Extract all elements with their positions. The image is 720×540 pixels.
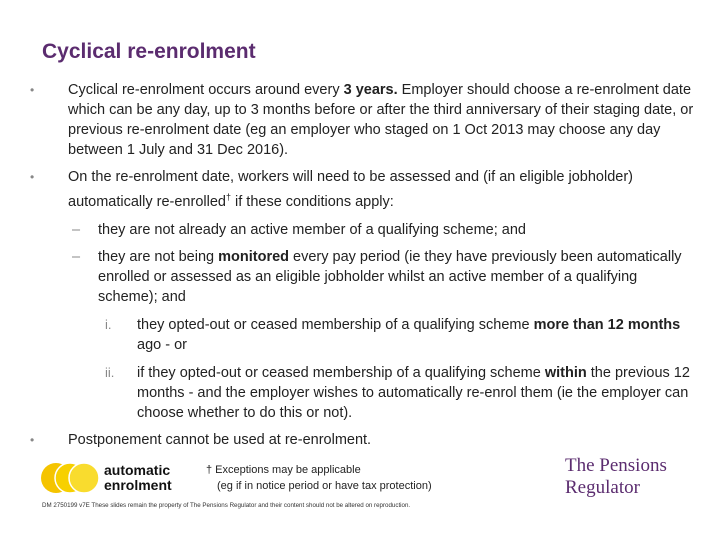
sub-condition-text: ago - or [137, 336, 187, 353]
page-title: Cyclical re-enrolment [42, 40, 256, 63]
condition-not-monitored [28, 247, 700, 307]
dash-marker: – [72, 221, 81, 238]
sub-condition-bold: more than 12 months [533, 316, 681, 333]
dash-marker: – [72, 248, 81, 265]
bullet-postponement [28, 430, 700, 450]
footnote [206, 462, 432, 494]
pensions-regulator-logo [565, 455, 667, 499]
dagger-marker: † [225, 192, 231, 202]
bullet-re-enrolment-date [28, 167, 700, 212]
bullet-text: Cyclical re-enrolment occurs around every [68, 82, 344, 98]
footnote-line-2: (eg if in notice period or have tax protection) [217, 480, 432, 492]
automatic-enrolment-circles-icon [40, 462, 100, 494]
sub-condition-text: the previous 12 months - and the employer wishes to automatically re-enrol them (ie the employer can choose whether to do this or not). [137, 364, 690, 421]
automatic-enrolment-logo [40, 460, 190, 496]
roman-numeral: i. [105, 316, 112, 332]
regulator-line-1: The Pensions [565, 455, 667, 476]
sub-condition-i [28, 315, 700, 355]
legal-notice: DM 2750199 v7E These slides remain the property of The Pensions Regulator and their content should not be altered on reproduction. [42, 502, 411, 509]
sub-condition-ii [28, 363, 700, 423]
bullet-cyclical [28, 80, 700, 160]
condition-text: they are not being [98, 248, 219, 265]
bullet-marker: • [30, 83, 35, 97]
bullet-marker: • [30, 170, 35, 184]
slide-content [28, 80, 700, 450]
condition-bold: monitored [218, 248, 290, 265]
roman-numeral: ii. [105, 364, 115, 380]
condition-text: every pay period (ie they have previously been automatically enrolled or assessed as an eligible jobholder whilst an active member of a qualifying scheme); and [98, 248, 682, 305]
bullet-text: Postponement cannot be used at re-enrolment. [68, 431, 372, 448]
logo-line-2: enrolment [104, 477, 172, 493]
bullet-text: Employer should choose a re-enrolment date which can be any day, up to 3 months before or after the third anniversary of their staging date, or previous re-enrolment date (eg an employer who staged on 1 Oct 2013 may choose any day between 1 July and 31 Dec 2016). [68, 82, 694, 158]
condition-text: they are not already an active member of a qualifying scheme; and [98, 221, 526, 238]
bullet-text: if these conditions apply: [230, 193, 394, 210]
logo-line-1: automatic [104, 462, 171, 478]
sub-condition-text: they opted-out or ceased membership of a qualifying scheme [137, 316, 534, 333]
bullet-marker: • [30, 432, 35, 447]
condition-not-active-member [28, 220, 700, 240]
footnote-line-1: † Exceptions may be applicable [206, 464, 361, 476]
regulator-line-2: Regulator [565, 477, 640, 498]
bullet-bold: 3 years. [343, 82, 398, 98]
sub-condition-text: if they opted-out or ceased membership of a qualifying scheme [137, 364, 545, 381]
logo-wordmark [104, 463, 172, 493]
bullet-text: On the re-enrolment date, workers will need to be assessed and (if an eligible jobholder) automatically re-enrolled [68, 169, 634, 210]
sub-condition-bold: within [544, 364, 587, 381]
